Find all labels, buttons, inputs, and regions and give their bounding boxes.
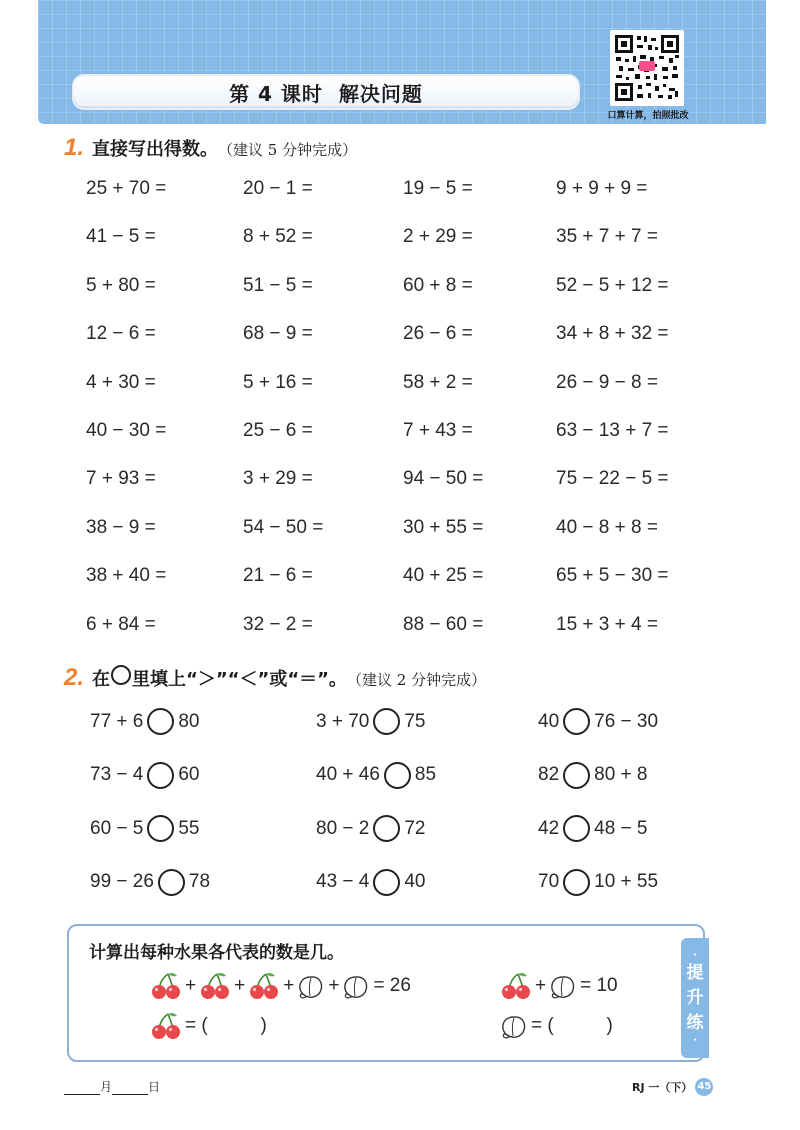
math-row: [86, 372, 706, 420]
comparison-row: [90, 869, 710, 923]
comparison-right: 55: [178, 817, 200, 839]
section-2-title-post: 里填上“＞”“＜”或“＝”。: [132, 669, 347, 690]
math-row: [86, 275, 706, 323]
comparison-right: 10 + 55: [594, 871, 659, 892]
section-1-note: （建议 5 分钟完成）: [218, 141, 358, 159]
cherry-icon: [150, 972, 182, 1000]
math-row: [86, 565, 706, 613]
comparison-problem: [316, 762, 436, 789]
comparison-problem: [538, 708, 658, 735]
section-2-number: 2.: [64, 664, 85, 691]
math-row: [86, 178, 706, 226]
cherry-answer: [150, 1012, 270, 1040]
comparison-left: 43 − 4: [316, 871, 370, 892]
comparison-problem: [538, 815, 648, 842]
math-problem: 58 + 2 =: [403, 371, 473, 393]
comparison-problem: [90, 762, 200, 789]
plus-sign: +: [283, 975, 295, 996]
math-problem: 25 + 70 =: [86, 178, 167, 199]
plus-sign: +: [328, 975, 340, 996]
math-problem: 7 + 43 =: [403, 419, 473, 441]
fruit-equation-2: [500, 972, 621, 1000]
equation-1-result: = 26: [373, 975, 411, 996]
section-1-number: 1.: [64, 134, 85, 161]
section-1-heading: [64, 134, 357, 162]
comparison-right: 78: [188, 871, 211, 892]
math-problem: 3 + 29 =: [243, 468, 313, 490]
comparison-problem: [90, 815, 200, 842]
side-tab-char: 练: [686, 1012, 704, 1033]
circle-icon: [111, 665, 131, 685]
comparison-right: 60: [178, 764, 200, 785]
side-tab-dot: ·: [693, 949, 697, 961]
cherry-icon: [199, 972, 231, 1000]
comparison-right: 80 + 8: [594, 764, 648, 785]
math-problem: 40 − 30 =: [86, 419, 167, 441]
footer-edition: [632, 1078, 713, 1096]
cherry-icon: [248, 972, 280, 1000]
math-problem: 5 + 16 =: [243, 371, 313, 393]
qr-code-icon[interactable]: [610, 30, 684, 106]
answer-circle[interactable]: [147, 762, 174, 789]
math-problem: 35 + 7 + 7 =: [556, 226, 658, 248]
peach-answer-blank[interactable]: = ( ): [531, 1015, 613, 1036]
comparison-row: [90, 762, 710, 816]
comparison-left: 73 − 4: [90, 764, 144, 785]
answer-circle[interactable]: [563, 762, 590, 789]
math-problem: 2 + 29 =: [403, 226, 473, 248]
comparison-row: [90, 708, 710, 762]
day-blank[interactable]: [112, 1083, 148, 1095]
math-problem: 40 + 25 =: [403, 565, 484, 587]
comparison-left: 99 − 26: [90, 871, 154, 892]
answer-circle[interactable]: [373, 869, 400, 896]
section-1-title: 直接写出得数。: [92, 139, 219, 160]
answer-circle[interactable]: [563, 815, 590, 842]
math-problem: 9 + 9 + 9 =: [556, 178, 648, 199]
math-problem: 4 + 30 =: [86, 371, 156, 393]
comparison-problem: [316, 815, 426, 842]
math-problem: 75 − 22 − 5 =: [556, 468, 669, 490]
math-problem: 25 − 6 =: [243, 419, 313, 441]
cherry-icon: [500, 972, 532, 1000]
bonus-title: 计算出每种水果各代表的数是几。: [89, 943, 344, 963]
math-problem: 88 − 60 =: [403, 613, 484, 635]
comparison-left: 3 + 70: [316, 710, 370, 732]
answer-circle[interactable]: [373, 815, 400, 842]
plus-sign: +: [185, 975, 197, 996]
math-row: [86, 226, 706, 274]
math-row: [86, 420, 706, 468]
comparison-left: 42: [538, 817, 560, 839]
math-problem: 94 − 50 =: [403, 468, 484, 490]
plus-sign: +: [535, 975, 547, 996]
qr-caption: 口算计算，拍照批改: [607, 111, 689, 121]
math-problem: 34 + 8 + 32 =: [556, 323, 669, 345]
plus-sign: +: [234, 975, 246, 996]
math-problem: 38 + 40 =: [86, 565, 167, 587]
math-problem: 68 − 9 =: [243, 323, 313, 345]
answer-circle[interactable]: [158, 869, 185, 896]
peach-icon: [549, 972, 577, 1000]
answer-circle[interactable]: [384, 762, 411, 789]
peach-icon: [342, 972, 370, 1000]
comparison-right: 80: [178, 710, 200, 732]
month-blank[interactable]: [64, 1083, 100, 1095]
answer-circle[interactable]: [563, 708, 590, 735]
math-problem: 26 − 9 − 8 =: [556, 371, 658, 393]
comparison-right: 40: [404, 871, 426, 892]
side-tab-dot: ·: [693, 1034, 697, 1046]
math-problem: 41 − 5 =: [86, 226, 156, 248]
answer-circle[interactable]: [373, 708, 400, 735]
comparison-left: 60 − 5: [90, 817, 144, 839]
comparison-left: 82: [538, 764, 560, 785]
math-problem: 54 − 50 =: [243, 516, 324, 538]
lesson-title-bar: [72, 74, 580, 110]
math-problem: 20 − 1 =: [243, 178, 313, 199]
comparison-problem: [538, 869, 658, 896]
comparison-problem: [316, 869, 426, 896]
cherry-answer-blank[interactable]: = ( ): [185, 1015, 267, 1036]
math-problem: 30 + 55 =: [403, 516, 484, 538]
comparison-left: 40: [538, 710, 560, 732]
math-problem: 8 + 52 =: [243, 226, 313, 248]
math-problem: 21 − 6 =: [243, 565, 313, 587]
math-row: [86, 517, 706, 565]
lesson-title: 解决问题: [338, 81, 423, 106]
comparison-problem: [316, 708, 426, 735]
answer-circle[interactable]: [147, 815, 174, 842]
side-tab-label: [681, 938, 709, 1058]
math-problem: 60 + 8 =: [403, 274, 473, 296]
answer-circle[interactable]: [563, 869, 590, 896]
math-problem: 51 − 5 =: [243, 274, 313, 296]
peach-icon: [500, 1012, 528, 1040]
comparison-grid: [90, 708, 710, 922]
peach-icon: [297, 972, 325, 1000]
math-problem: 15 + 3 + 4 =: [556, 613, 658, 635]
comparison-left: 80 − 2: [316, 817, 370, 839]
math-problem: 26 − 6 =: [403, 323, 473, 345]
math-problem: 19 − 5 =: [403, 178, 473, 199]
side-tab-char: 升: [686, 987, 704, 1008]
fruit-equation-1: [150, 972, 414, 1000]
lesson-number: 第 4 课时: [229, 81, 323, 106]
comparison-right: 72: [404, 817, 426, 839]
month-label: 月: [100, 1080, 113, 1094]
equation-2-result: = 10: [580, 975, 618, 996]
comparison-problem: [90, 869, 210, 896]
section-2-heading: [64, 664, 486, 692]
comparison-right: 76 − 30: [594, 710, 659, 732]
math-problem: 63 − 13 + 7 =: [556, 419, 669, 441]
date-line: [64, 1078, 160, 1095]
comparison-left: 40 + 46: [316, 764, 380, 785]
peach-answer: [500, 1012, 616, 1040]
comparison-problem: [538, 762, 648, 789]
math-problem: 6 + 84 =: [86, 613, 156, 635]
day-label: 日: [148, 1080, 161, 1094]
math-problem: 5 + 80 =: [86, 274, 156, 296]
math-problem: 52 − 5 + 12 =: [556, 274, 669, 296]
math-row: [86, 468, 706, 516]
comparison-right: 48 − 5: [594, 817, 648, 839]
answer-circle[interactable]: [147, 708, 174, 735]
comparison-problem: [90, 708, 200, 735]
math-problem: 40 − 8 + 8 =: [556, 516, 658, 538]
comparison-left: 77 + 6: [90, 710, 144, 732]
mental-math-grid: [86, 178, 706, 662]
side-tab-char: 提: [686, 962, 704, 983]
page-number: 45: [695, 1078, 713, 1096]
math-problem: 32 − 2 =: [243, 613, 313, 635]
math-problem: 38 − 9 =: [86, 516, 156, 538]
comparison-right: 75: [404, 710, 426, 732]
comparison-row: [90, 815, 710, 869]
math-problem: 7 + 93 =: [86, 468, 156, 490]
math-row: [86, 614, 706, 662]
section-2-note: （建议 2 分钟完成）: [347, 671, 487, 689]
math-row: [86, 323, 706, 371]
section-2-title-pre: 在: [92, 669, 111, 690]
comparison-right: 85: [414, 764, 437, 785]
math-problem: 12 − 6 =: [86, 323, 156, 345]
edition-label: RJ 一（下）: [632, 1081, 693, 1094]
cherry-icon: [150, 1012, 182, 1040]
comparison-left: 70: [538, 871, 560, 892]
math-problem: 65 + 5 − 30 =: [556, 565, 669, 587]
